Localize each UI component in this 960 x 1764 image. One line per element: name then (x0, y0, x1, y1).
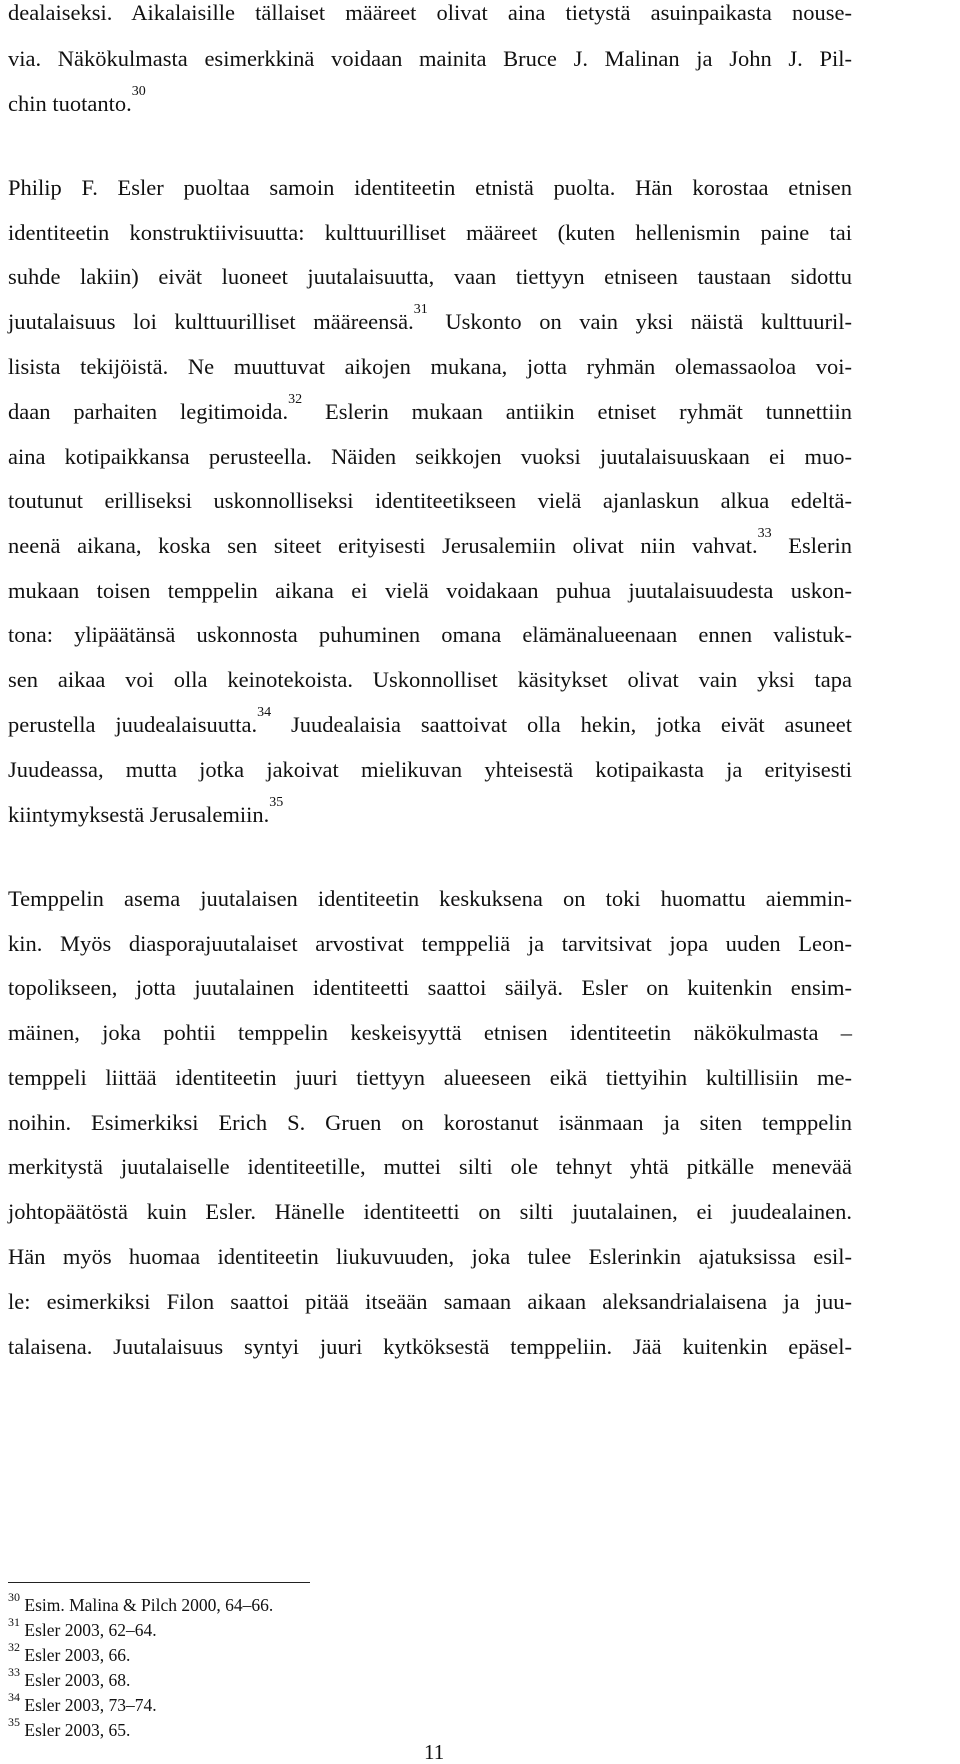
footnote-reference[interactable]: 35 (269, 795, 284, 810)
footnote-reference[interactable]: 31 (413, 302, 428, 317)
text-line: neenä aikana, koska sen siteet erityisesti Jerusalemiin olivat niin vahvat.$^{33}$ Eslerin (8, 526, 853, 558)
text-line: kiintymyksestä Jerusalemiin.$^{35}$ (8, 795, 284, 827)
text-line: toutunut erilliseksi uskonnolliseksi identiteetikseen vielä ajanlaskun alkua edeltä- (8, 488, 852, 513)
text-line: le: esimerkiksi Filon saattoi pitää itseään samaan aikaan aleksandrialaisena ja juu- (8, 1289, 852, 1314)
text-line: mukaan toisen temppelin aikana ei vielä voidakaan puhua juutalaisuudesta uskon- (8, 578, 852, 603)
text-line: daan parhaiten legitimoida.$^{32}$ Eslerin mukaan antiikin etniset ryhmät tunnettiin (8, 392, 852, 424)
text-line: Temppelin asema juutalaisen identiteetin keskuksena on toki huomattu aiemmin- (8, 886, 852, 911)
text-line: perustella juudealaisuutta.$^{34}$ Juudealaisia saattoivat olla hekin, jotka eivät asuneet (8, 705, 852, 737)
footnote-number: 33 (8, 1665, 20, 1679)
footnote: $^{35}$ Esler 2003, 65. (8, 1715, 131, 1740)
text-line: Juudeassa, mutta jotka jakoivat mielikuvan yhteisestä kotipaikasta ja erityisesti (8, 757, 852, 782)
footnote-number: 32 (8, 1640, 20, 1654)
footnote-reference[interactable]: 33 (757, 526, 772, 541)
footnote-number: 35 (8, 1715, 20, 1729)
text-line: topolikseen, jotta juutalainen identiteetti saattoi säilyä. Esler on kuitenkin ensim- (8, 975, 852, 1000)
footnote: $^{32}$ Esler 2003, 66. (8, 1640, 131, 1665)
text-line: temppeli liittää identiteetin juuri tiettyyn alueeseen eikä tiettyihin kultillisiin me- (8, 1065, 852, 1090)
text-line: juutalaisuus loi kulttuurilliset määreensä.$^{31}$ Uskonto on vain yksi näistä kulttuuril- (8, 302, 853, 334)
text-line: via. Näkökulmasta esimerkkinä voidaan mainita Bruce J. Malinan ja John J. Pil- (8, 46, 852, 71)
text-line: merkitystä juutalaiselle identiteetille, muttei silti ole tehnyt yhtä pitkälle menevää (8, 1154, 852, 1179)
text-line: johtopäätöstä kuin Esler. Hänelle identiteetti on silti juutalainen, ei juudealainen. (8, 1199, 852, 1224)
text-line: kin. Myös diasporajuutalaiset arvostivat temppeliä ja tarvitsivat jopa uuden Leon- (8, 931, 852, 956)
text-line: suhde lakiin) eivät luoneet juutalaisuutta, vaan tiettyyn etniseen taustaan sidottu (8, 264, 852, 289)
footnote: $^{30}$ Esim. Malina & Pilch 2000, 64–66. (8, 1590, 274, 1615)
footnote-number: 34 (8, 1690, 20, 1704)
text-line: chin tuotanto.$^{30}$ (8, 84, 146, 116)
footnote-reference[interactable]: 32 (288, 392, 303, 407)
footnote: $^{33}$ Esler 2003, 68. (8, 1665, 131, 1690)
text-line: lisista tekijöistä. Ne muuttuvat aikojen mukana, jotta ryhmän olemassaoloa voi- (8, 354, 852, 379)
text-line: tona: ylipäätänsä uskonnosta puhuminen omana elämänalueenaan ennen valistuk- (8, 622, 852, 647)
footnote-number: 30 (8, 1590, 20, 1604)
footnote-number: 31 (8, 1615, 20, 1629)
text-line: Hän myös huomaa identiteetin liukuvuuden, joka tulee Eslerinkin ajatuksissa esil- (8, 1244, 852, 1269)
text-line: aina kotipaikkansa perusteella. Näiden seikkojen vuoksi juutalaisuuskaan ei muo- (8, 444, 852, 469)
text-line: dealaiseksi. Aikalaisille tällaiset määreet olivat aina tietystä asuinpaikasta nouse- (8, 0, 852, 25)
footnote-reference[interactable]: 34 (257, 705, 272, 720)
footnote: $^{34}$ Esler 2003, 73–74. (8, 1690, 157, 1715)
text-line: mäinen, joka pohtii temppelin keskeisyyttä etnisen identiteetin näkökulmasta – (8, 1020, 852, 1045)
text-line: noihin. Esimerkiksi Erich S. Gruen on korostanut isänmaan ja siten temppelin (8, 1110, 852, 1135)
text-line: Philip F. Esler puoltaa samoin identiteetin etnistä puolta. Hän korostaa etnisen (8, 175, 852, 200)
footnote-reference[interactable]: 30 (131, 84, 146, 99)
footnote: $^{31}$ Esler 2003, 62–64. (8, 1615, 157, 1640)
text-line: talaisena. Juutalaisuus syntyi juuri kytköksestä temppeliin. Jää kuitenkin epäsel- (8, 1334, 852, 1359)
text-line: sen aikaa voi olla keinotekoista. Uskonnolliset käsitykset olivat vain yksi tapa (8, 667, 852, 692)
page-number: 11 (424, 1740, 445, 1764)
text-line: identiteetin konstruktiivisuutta: kulttuurilliset määreet (kuten hellenismin paine tai (8, 220, 852, 245)
footnote-separator (8, 1582, 310, 1583)
